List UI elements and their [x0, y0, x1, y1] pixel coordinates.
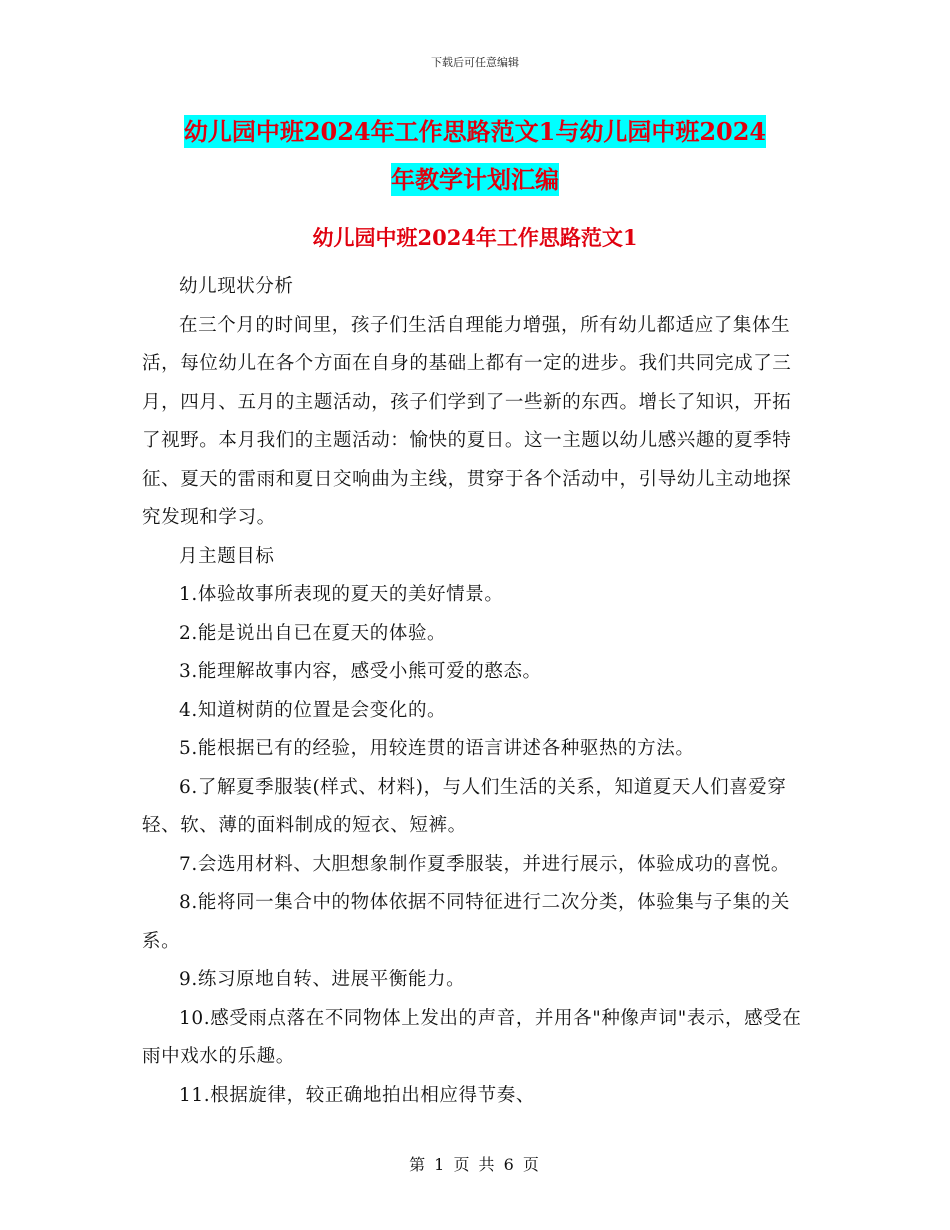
document-body — [142, 268, 806, 1115]
section-title: 幼儿园中班2024年工作思路范文1 — [312, 225, 638, 250]
goal-item: 8.能将同一集合中的物体依据不同特征进行二次分类，体验集与子集的关系。 — [142, 892, 790, 952]
paragraph-heading: 幼儿现状分析 — [179, 276, 294, 297]
title-line-1: 幼儿园中班2024年工作思路范文1与幼儿园中班2024 — [183, 117, 767, 146]
paragraph-heading: 月主题目标 — [179, 545, 275, 567]
title-line-2: 年教学计划汇编 — [391, 165, 559, 194]
goal-item: 6.了解夏季服装(样式、材料)，与人们生活的关系，知道夏天人们喜爱穿轻、软、薄的面料制成的短衣、短裤。 — [142, 776, 787, 836]
goal-item: 2.能是说出自已在夏天的体验。 — [179, 622, 447, 644]
goal-item: 5.能根据已有的经验，用较连贯的语言讲述各种驱热的方法。 — [179, 738, 695, 759]
goal-item: 3.能理解故事内容，感受小熊可爱的憨态。 — [179, 661, 542, 682]
paragraph: 在三个月的时间里，孩子们生活自理能力增强，所有幼儿都适应了集体生活，每位幼儿在各个方面在自身的基础上都有一定的进步。我们共同完成了三月，四月、五月的主题活动，孩子们学到了一些新的东西。增长了知识，开拓了视野。本月我们的主题活动：愉快的夏日。这一主题以幼儿感兴趣的夏季特征、夏天的雷雨和夏日交响曲为主线，贯穿于各个活动中，引导幼儿主动地探究发现和学习。 — [142, 314, 792, 528]
goal-item: 7.会选用材料、大胆想象制作夏季服装，并进行展示，体验成功的喜悦。 — [179, 853, 790, 875]
goal-item: 1.体验故事所表现的夏天的美好情景。 — [179, 584, 504, 605]
goal-item: 10.感受雨点落在不同物体上发出的声音，并用各"种像声词"表示，感受在雨中戏水的乐趣。 — [142, 1007, 802, 1067]
goal-item: 11.根据旋律，较正确地拍出相应得节奏、 — [179, 1084, 535, 1106]
header-note: 下载后可任意编辑 — [431, 56, 519, 69]
goal-item: 9.练习原地自转、进展平衡能力。 — [179, 969, 466, 990]
page-footer: 第 1 页 共 6 页 — [409, 1155, 541, 1174]
document-title — [0, 108, 950, 204]
goal-item: 4.知道树荫的位置是会变化的。 — [179, 699, 447, 721]
